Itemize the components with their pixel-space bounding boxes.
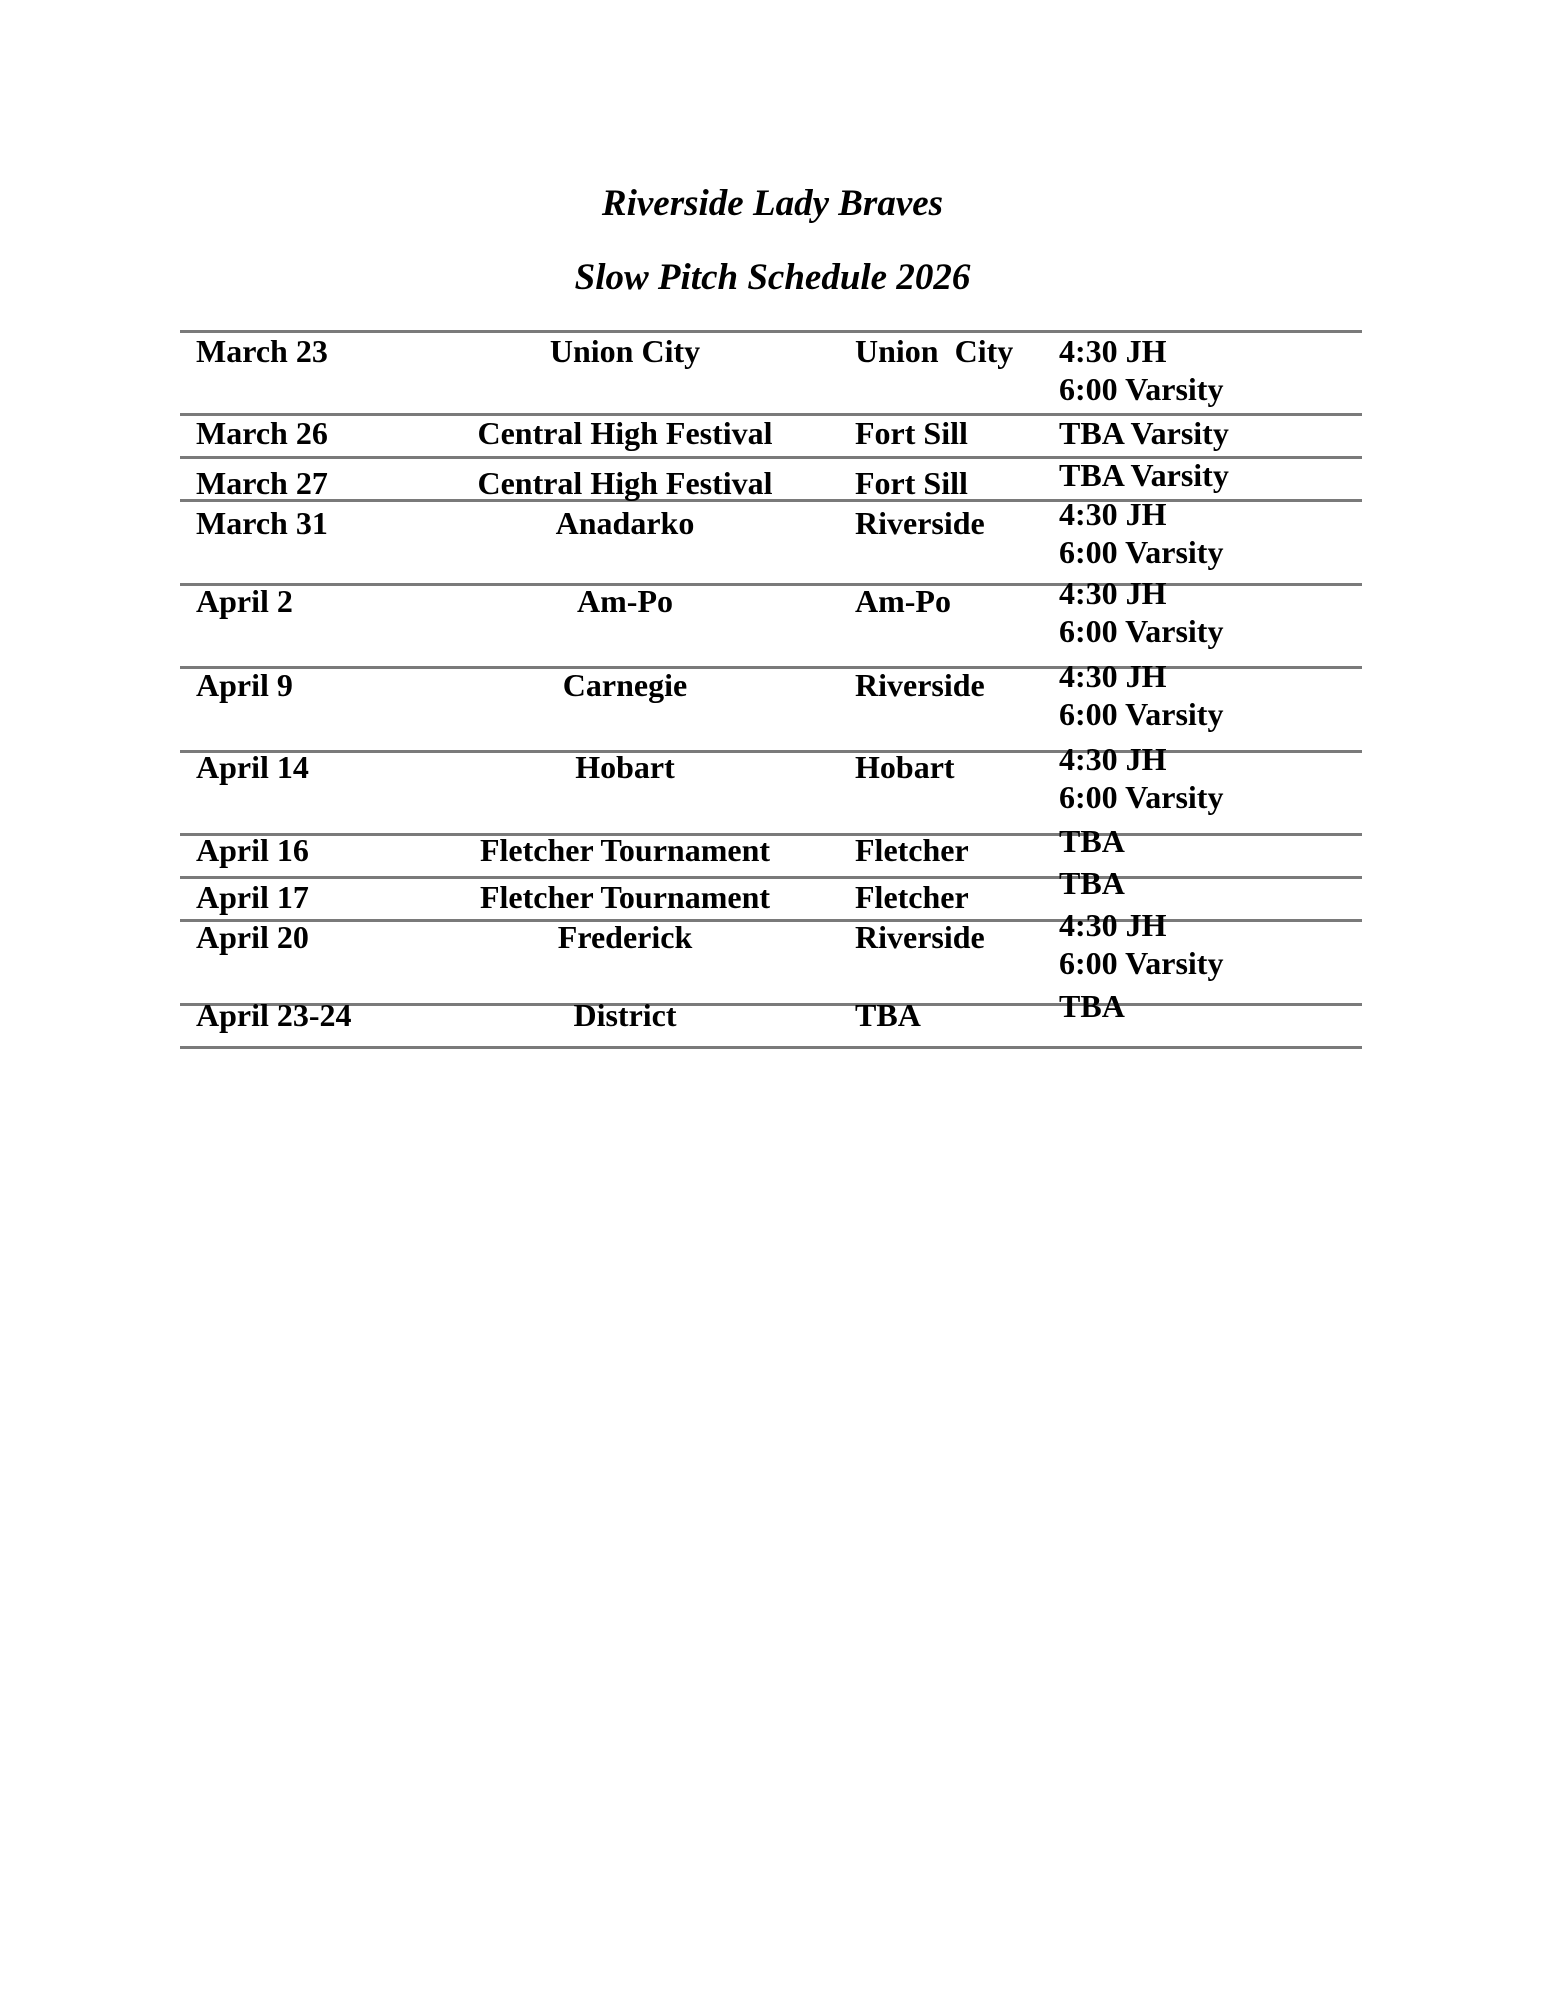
time-cell <box>1059 822 1125 860</box>
time-line: 4:30 JH <box>1059 333 1167 369</box>
opponent-cell: Hobart <box>575 749 675 785</box>
opponent-cell: Union City <box>549 333 701 369</box>
location-cell: Fletcher <box>855 879 969 915</box>
time-line: 4:30 JH <box>1059 496 1167 532</box>
opponent-cell: District <box>573 997 677 1033</box>
document-title: Riverside Lady Braves <box>601 183 944 224</box>
time-line: TBA Varsity <box>1059 415 1229 451</box>
time-cell <box>1059 495 1223 571</box>
time-cell <box>1059 864 1125 902</box>
time-line: 6:00 Varsity <box>1059 371 1224 407</box>
date-cell: April 2 <box>196 583 293 619</box>
date-cell: April 17 <box>196 879 309 915</box>
time-cell <box>1059 657 1223 733</box>
date-cell: March 26 <box>196 415 328 451</box>
time-line: 4:30 JH <box>1059 907 1167 943</box>
opponent-cell: Am-Po <box>577 583 673 619</box>
date-cell: April 14 <box>196 749 309 785</box>
location-cell: Riverside <box>855 505 985 541</box>
location-cell: Fletcher <box>855 832 969 868</box>
time-line: 6:00 Varsity <box>1059 696 1224 732</box>
opponent-cell: Fletcher Tournament <box>479 879 771 915</box>
time-cell <box>1059 987 1125 1025</box>
opponent-cell: Fletcher Tournament <box>479 832 771 868</box>
time-line: 6:00 Varsity <box>1059 945 1224 981</box>
time-line: 6:00 Varsity <box>1059 613 1224 649</box>
date-cell: April 20 <box>196 919 309 955</box>
time-cell <box>1059 906 1223 982</box>
date-cell: March 23 <box>196 333 328 369</box>
time-line: TBA <box>1059 988 1125 1024</box>
location-cell: Fort Sill <box>855 415 968 451</box>
time-cell <box>1059 574 1223 650</box>
time-cell <box>1059 332 1223 408</box>
opponent-cell: Frederick <box>557 919 693 955</box>
time-cell <box>1059 456 1229 494</box>
location-cell: Riverside <box>855 667 985 703</box>
opponent-cell: Carnegie <box>562 667 688 703</box>
date-cell: March 27 <box>196 465 328 501</box>
location-cell: Hobart <box>855 749 955 785</box>
location-cell: Riverside <box>855 919 985 955</box>
document-subtitle: Slow Pitch Schedule 2026 <box>574 257 971 298</box>
opponent-cell: Anadarko <box>555 505 695 541</box>
location-cell: TBA <box>855 997 921 1033</box>
time-line: 4:30 JH <box>1059 741 1167 777</box>
time-cell <box>1059 740 1223 816</box>
opponent-cell: Central High Festival <box>477 465 773 501</box>
time-line: 6:00 Varsity <box>1059 779 1224 815</box>
time-line: TBA <box>1059 823 1125 859</box>
time-line: 4:30 JH <box>1059 575 1167 611</box>
date-cell: March 31 <box>196 505 328 541</box>
time-line: 6:00 Varsity <box>1059 534 1224 570</box>
date-cell: April 23-24 <box>196 997 352 1033</box>
location-cell: Fort Sill <box>855 465 968 501</box>
time-line: TBA <box>1059 865 1125 901</box>
location-cell: Union City <box>855 333 1014 369</box>
date-cell: April 9 <box>196 667 293 703</box>
location-cell: Am-Po <box>855 583 951 619</box>
time-line: TBA Varsity <box>1059 457 1229 493</box>
opponent-cell: Central High Festival <box>477 415 773 451</box>
table-rule <box>180 1046 1362 1049</box>
time-line: 4:30 JH <box>1059 658 1167 694</box>
date-cell: April 16 <box>196 832 309 868</box>
time-cell <box>1059 414 1229 452</box>
